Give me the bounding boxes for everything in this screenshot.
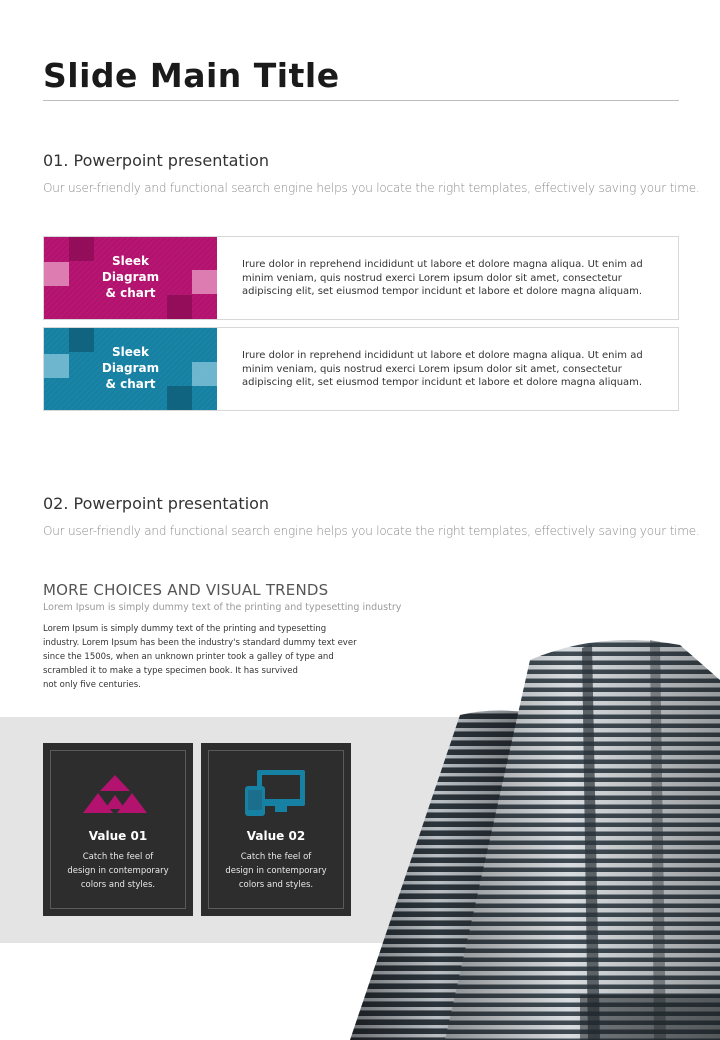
value-card-2: [201, 743, 351, 916]
section2-subtitle: Our user-friendly and functional search engine helps you locate the right templates, effectively saving your time.: [43, 524, 700, 538]
feature-row-text-1: Irure dolor in reprehend incididunt ut labore et dolore magna aliqua. Ut enim ad minim veniam, quis nostrud exerci Lorem ipsum dolor sit amet, consectetur adipiscing elit, set eiusmod tempor incidunt et labore et dolore magna aliquam.: [242, 259, 643, 297]
value-card-1: [43, 743, 193, 916]
triangles-icon: [80, 775, 150, 815]
title-divider: [43, 100, 679, 101]
monitor-icon: [245, 770, 307, 818]
card-text-1: Catch the feel of design in contemporary colors and styles.: [67, 852, 169, 890]
feature-row-1: [43, 236, 679, 320]
section1-heading: 01. Powerpoint presentation: [43, 151, 270, 170]
slide-title: Slide Main Title: [43, 56, 340, 95]
card-title-1: Value 01: [88, 829, 148, 843]
tile-label-1: Sleek Diagram & chart: [101, 254, 160, 300]
card-title-2: Value 02: [246, 829, 306, 843]
feature-row-text-2: Irure dolor in reprehend incididunt ut labore et dolore magna aliqua. Ut enim ad minim veniam, quis nostrud exerci Lorem ipsum dolor sit amet, consectetur adipiscing elit, set eiusmod tempor incidunt et labore et dolore magna aliquam.: [242, 350, 643, 388]
more-subheading: Lorem Ipsum is simply dummy text of the printing and typesetting industry: [43, 602, 402, 613]
feature-row-2: [43, 327, 679, 411]
feature-tile-1: [44, 237, 217, 319]
feature-tile-2: [44, 328, 217, 410]
section2-heading: 02. Powerpoint presentation: [43, 494, 270, 513]
more-heading: MORE CHOICES AND VISUAL TRENDS: [43, 581, 329, 599]
section1-subtitle: Our user-friendly and functional search engine helps you locate the right templates, effectively saving your time.: [43, 181, 700, 195]
skyscraper-image: [350, 620, 720, 1040]
tile-label-2: Sleek Diagram & chart: [101, 345, 160, 391]
card-text-2: Catch the feel of design in contemporary colors and styles.: [225, 852, 327, 890]
more-body: Lorem Ipsum is simply dummy text of the printing and typesetting industry. Lorem Ipsum has been the industry's standard dummy text ever since the 1500s, when an unknown printer took a galley of type and scrambled it to make a type specimen book. It has survived not only five centuries.: [43, 624, 357, 690]
